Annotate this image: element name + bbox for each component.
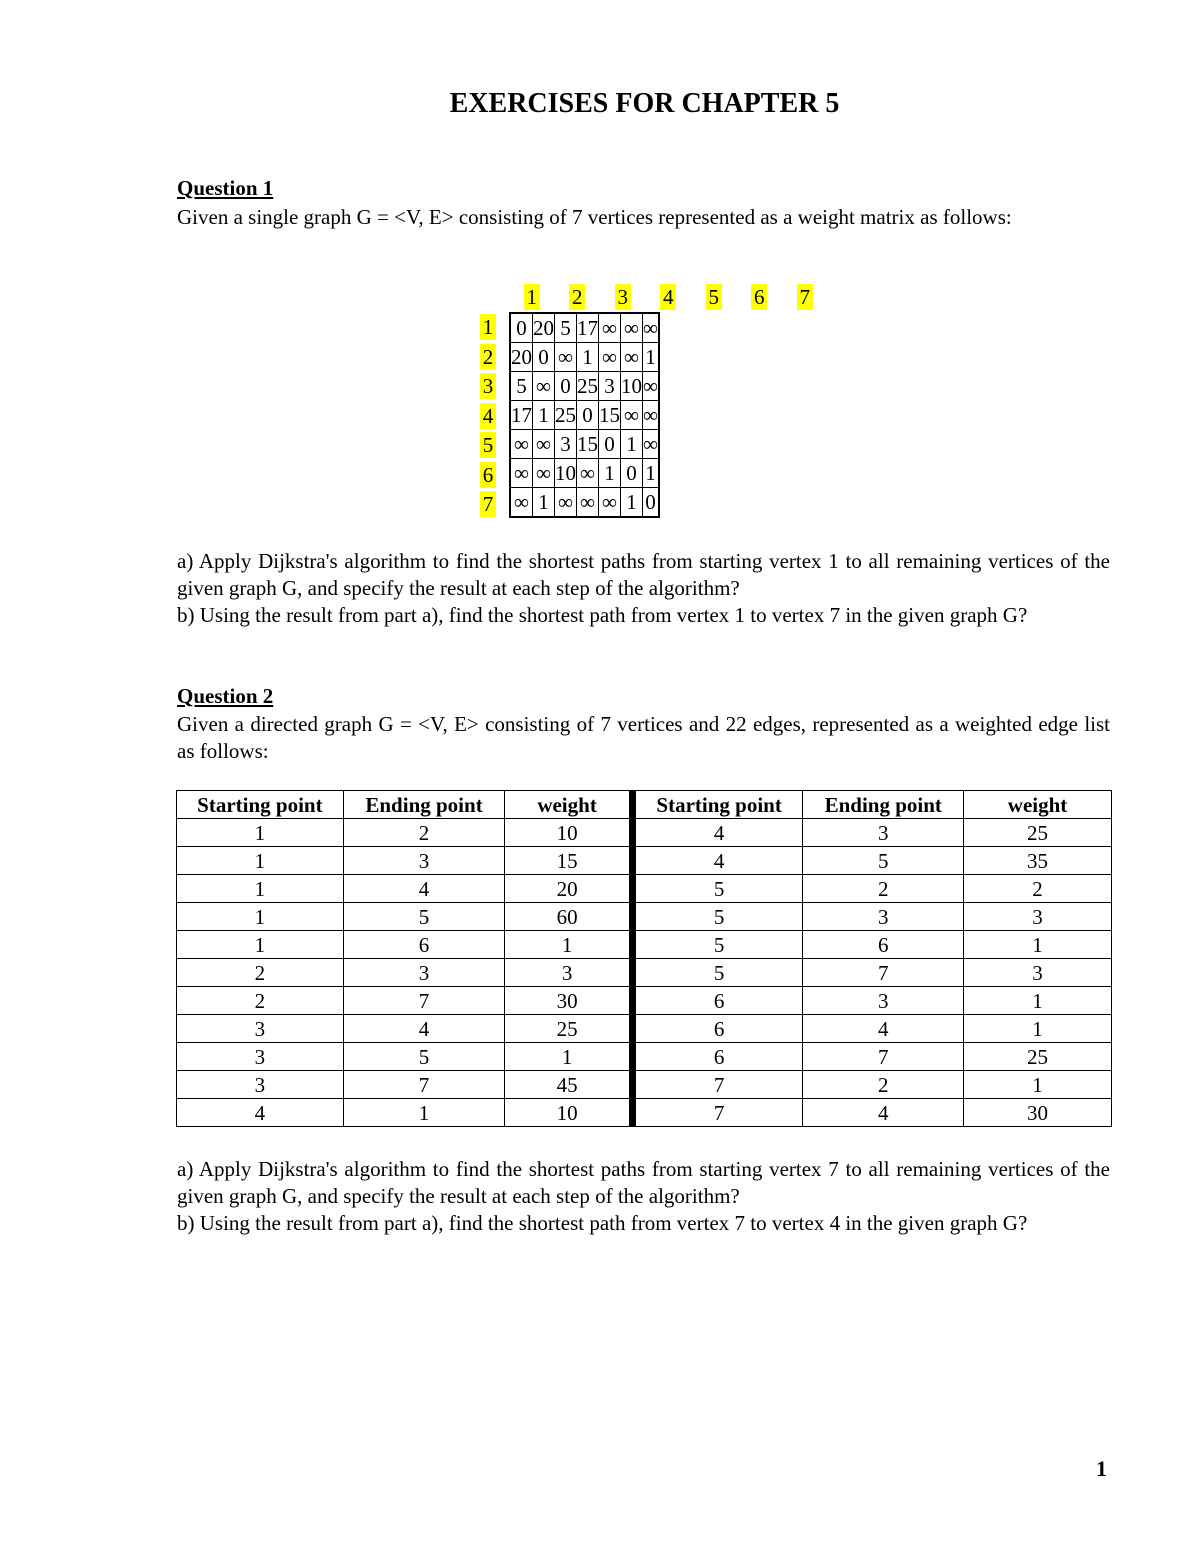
edge-list-row [177,1015,1112,1043]
matrix-cell: 0 [577,401,599,430]
edge-list-column-header: Ending point [343,791,505,819]
edge-list-cell: 7 [343,987,505,1015]
matrix-cell: ∞ [621,401,643,430]
matrix-cell: ∞ [577,488,599,518]
matrix-row [510,343,659,372]
matrix-col-header: 5 [706,284,722,310]
question-2-part-a: a) Apply Dijkstra's algorithm to find the shortest paths from starting vertex 7 to all remaining vertices of the given graph G, and specify the result at each step of the algorithm? [177,1157,1110,1208]
matrix-cell: ∞ [643,313,659,343]
matrix-cell: 1 [599,459,621,488]
edge-list-cell: 3 [964,959,1112,987]
edge-list-cell: 4 [632,847,803,875]
question-1-part-a: a) Apply Dijkstra's algorithm to find the shortest paths from starting vertex 1 to all remaining vertices of the given graph G, and specify the result at each step of the algorithm? [177,549,1110,600]
matrix-cell: ∞ [533,430,555,459]
edge-list-cell: 3 [343,959,505,987]
matrix-cell: 5 [555,313,577,343]
edge-list-cell: 1 [505,931,632,959]
matrix-col-header: 3 [615,284,631,310]
matrix-cell: 1 [643,459,659,488]
question-1-part-b: b) Using the result from part a), find the shortest path from vertex 1 to vertex 7 in the given graph G? [177,603,1028,627]
matrix-cell: ∞ [643,430,659,459]
edge-list-cell: 3 [343,847,505,875]
matrix-cell: ∞ [621,313,643,343]
edge-list-cell: 4 [177,1099,344,1127]
edge-list-row [177,819,1112,847]
edge-list-cell: 4 [343,1015,505,1043]
matrix-cell: ∞ [555,488,577,518]
matrix-cell: 0 [599,430,621,459]
edge-list-column-header: Starting point [177,791,344,819]
edge-list-column-header: weight [505,791,632,819]
matrix-cell: ∞ [643,401,659,430]
edge-list-cell: 5 [632,875,803,903]
edge-list-cell: 6 [632,1015,803,1043]
matrix-cell: 15 [577,430,599,459]
edge-list-row [177,1043,1112,1071]
matrix-cell: ∞ [510,488,533,518]
matrix-cell: ∞ [510,459,533,488]
question-1-intro: Given a single graph G = <V, E> consisting of 7 vertices represented as a weight matrix as follows: [177,205,1012,229]
matrix-cell: ∞ [621,343,643,372]
edge-list-row [177,875,1112,903]
matrix-cell: 17 [510,401,533,430]
matrix-row-header: 6 [480,462,496,488]
edge-list-cell: 25 [505,1015,632,1043]
matrix-row [510,313,659,343]
edge-list-cell: 5 [632,903,803,931]
edge-list-cell: 2 [343,819,505,847]
edge-list-cell: 30 [964,1099,1112,1127]
edge-list-cell: 6 [632,1043,803,1071]
edge-list-column-header: weight [964,791,1112,819]
matrix-col-header: 1 [524,284,540,310]
matrix-cell: 1 [577,343,599,372]
matrix-cell: 5 [510,372,533,401]
matrix-cell: ∞ [577,459,599,488]
edge-list-cell: 6 [803,931,964,959]
matrix-cell: 3 [599,372,621,401]
matrix-cell: ∞ [599,343,621,372]
matrix-cell: 1 [621,488,643,518]
edge-list-cell: 1 [343,1099,505,1127]
matrix-cell: 15 [599,401,621,430]
matrix-cell: ∞ [599,313,621,343]
edge-list-row [177,959,1112,987]
edge-list-cell: 10 [505,1099,632,1127]
edge-list-cell: 3 [964,903,1112,931]
matrix-row [510,459,659,488]
edge-list-cell: 1 [505,1043,632,1071]
edge-list-cell: 3 [177,1015,344,1043]
edge-list-column-header: Ending point [803,791,964,819]
edge-list-cell: 1 [964,1071,1112,1099]
matrix-cell: 10 [621,372,643,401]
matrix-col-header: 2 [569,284,585,310]
matrix-row-header: 2 [480,344,496,370]
matrix-cell: 25 [555,401,577,430]
edge-list-cell: 35 [964,847,1112,875]
matrix-cell: 1 [533,488,555,518]
edge-list-cell: 7 [803,959,964,987]
edge-list-cell: 4 [803,1015,964,1043]
edge-list-cell: 1 [964,931,1112,959]
matrix-col-header: 4 [660,284,676,310]
edge-list-header-row [177,791,1112,819]
edge-list-cell: 7 [632,1071,803,1099]
edge-list-cell: 3 [803,903,964,931]
matrix-cell: 1 [621,430,643,459]
edge-list-cell: 5 [803,847,964,875]
edge-list-cell: 1 [177,819,344,847]
edge-list-cell: 7 [632,1099,803,1127]
edge-list-cell: 5 [632,931,803,959]
matrix-row-header: 5 [480,432,496,458]
matrix-row-header: 7 [480,491,496,517]
edge-list-cell: 60 [505,903,632,931]
edge-list-cell: 5 [632,959,803,987]
question-2-heading: Question 2 [177,684,274,708]
edge-list-cell: 3 [803,987,964,1015]
edge-list-cell: 45 [505,1071,632,1099]
edge-list-cell: 4 [632,819,803,847]
matrix-cell: ∞ [510,430,533,459]
question-2-part-b: b) Using the result from part a), find the shortest path from vertex 7 to vertex 4 in the given graph G? [177,1211,1028,1235]
matrix-row-header: 1 [480,314,496,340]
matrix-cell: ∞ [533,372,555,401]
edge-list-cell: 10 [505,819,632,847]
matrix-cell: 0 [533,343,555,372]
page-title: EXERCISES FOR CHAPTER 5 [449,88,840,119]
matrix-cell: 20 [533,313,555,343]
matrix-cell: ∞ [599,488,621,518]
edge-list-cell: 4 [343,875,505,903]
matrix-row-header: 4 [480,403,496,429]
edge-list-cell: 25 [964,819,1112,847]
edge-list-cell: 6 [343,931,505,959]
edge-list-cell: 5 [343,903,505,931]
edge-list-row [177,903,1112,931]
edge-list-cell: 5 [343,1043,505,1071]
question-1-heading: Question 1 [177,176,274,200]
matrix-cell: 3 [555,430,577,459]
edge-list-cell: 1 [177,903,344,931]
edge-list-cell: 1 [177,931,344,959]
edge-list-cell: 6 [632,987,803,1015]
matrix-row [510,401,659,430]
edge-list-cell: 1 [177,875,344,903]
matrix-cell: 17 [577,313,599,343]
page-number: 1 [1096,1456,1107,1481]
edge-list-cell: 2 [803,1071,964,1099]
matrix-cell: 0 [643,488,659,518]
edge-list-row [177,1071,1112,1099]
edge-list-cell: 2 [803,875,964,903]
matrix-cell: 20 [510,343,533,372]
edge-list-cell: 15 [505,847,632,875]
matrix-cell: ∞ [643,372,659,401]
edge-list-row [177,931,1112,959]
edge-list-cell: 1 [964,987,1112,1015]
matrix-cell: 25 [577,372,599,401]
matrix-cell: ∞ [533,459,555,488]
matrix-col-header: 6 [751,284,767,310]
edge-list-cell: 7 [803,1043,964,1071]
edge-list-column-header: Starting point [632,791,803,819]
edge-list-cell: 30 [505,987,632,1015]
matrix-cell: 0 [555,372,577,401]
edge-list-cell: 2 [177,987,344,1015]
matrix-cell: 1 [533,401,555,430]
question-2-intro: Given a directed graph G = <V, E> consisting of 7 vertices and 22 edges, represented as a weighted edge list as follows: [177,712,1110,763]
edge-list-cell: 7 [343,1071,505,1099]
edge-list-cell: 3 [803,819,964,847]
edge-list-cell: 4 [803,1099,964,1127]
matrix-row-header: 3 [480,373,496,399]
matrix-cell: 0 [621,459,643,488]
matrix-cell: 1 [643,343,659,372]
matrix-cell: 10 [555,459,577,488]
edge-list-cell: 1 [964,1015,1112,1043]
edge-list-cell: 2 [964,875,1112,903]
matrix-col-header: 7 [797,284,813,310]
edge-list-table [176,790,1112,1127]
edge-list-cell: 3 [505,959,632,987]
matrix-row [510,372,659,401]
matrix-row [510,430,659,459]
matrix-cell: 0 [510,313,533,343]
edge-list-cell: 2 [177,959,344,987]
edge-list-cell: 20 [505,875,632,903]
matrix-cell: ∞ [555,343,577,372]
edge-list-cell: 3 [177,1071,344,1099]
edge-list-cell: 25 [964,1043,1112,1071]
matrix-row [510,488,659,518]
weight-matrix-table [509,312,660,518]
edge-list-cell: 1 [177,847,344,875]
edge-list-cell: 3 [177,1043,344,1071]
edge-list-row [177,987,1112,1015]
edge-list-row [177,1099,1112,1127]
edge-list-row [177,847,1112,875]
